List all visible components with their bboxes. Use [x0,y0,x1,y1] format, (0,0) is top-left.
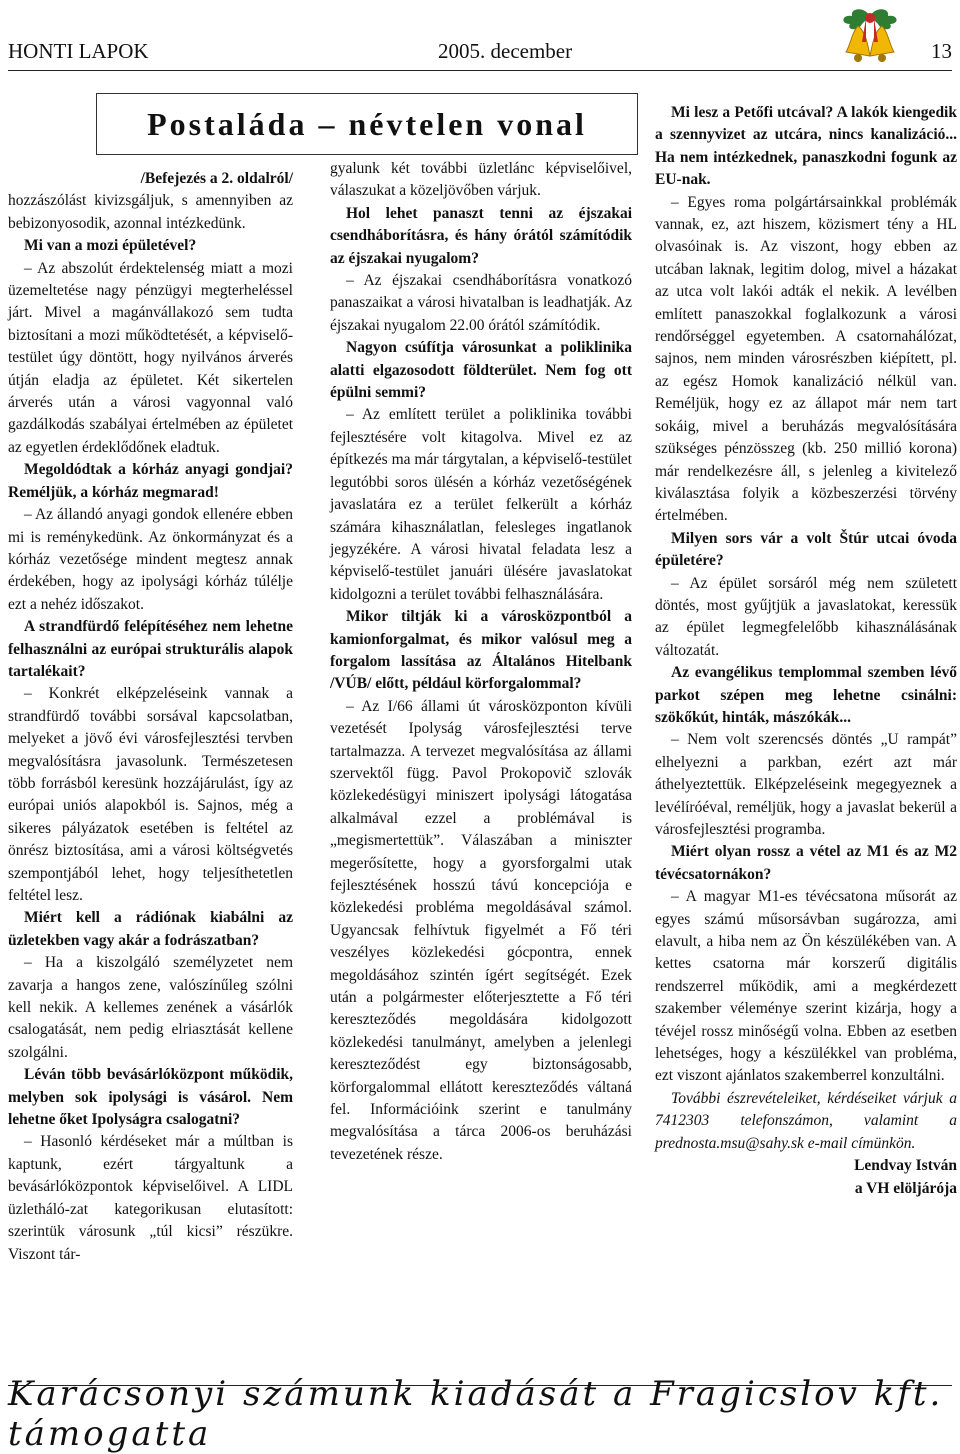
question-paragraph: A strandfürdő felépítéséhez nem lehetne felhasználni az európai strukturális alapok tartalékait? [8,618,293,680]
signature-line: Lendvay István [854,1157,957,1175]
answer-paragraph: – Az éjszakai csendháborításra vonatkozó panaszaikat a városi hivatalban is leadhatják. Az éjszakai nyugalom 22.00 órától számítódik. [330,272,632,334]
answer-paragraph: – Konkrét elképzeléseink vannak a strandfürdő további sorsával kapcsolatban, melyeket a jövő évi városfejlesztési tervben megvalósításra javasolunk. Természetesen több forrásból keresünk hozzájárulást, így az európai uniós alapokból is. Sajnos, még a sikeres pályázatok esetében is feltétel az önrész biztosítása, ami a városi költségvetés szempontjából lehet, hogy teljesíthetetlen feltétel lesz. [8,685,293,904]
signature-line: /Befejezés a 2. oldalról/ [140,170,293,187]
page-number: 13 [931,39,952,63]
sponsor-banner: Karácsonyi számunk kiadását a Fragicslov kft. támogatta [8,1374,944,1454]
column-1 [8,168,293,1266]
question-paragraph: Miért olyan rossz a vétel az M1 és az M2 tévécsatornákon? [655,843,957,883]
answer-paragraph: További észrevételeiket, kérdéseiket várjuk a 7412303 telefonszámon, valamint a prednosta.msu@sahy.sk e-mail címünkön. [655,1089,957,1152]
question-paragraph: Nagyon csúfítja városunkat a poliklinika alatti elgazosodott földterület. Nem fog ott épülni semmi? [330,339,632,402]
page-footer [8,1374,952,1454]
question-paragraph: Mi lesz a Petőfi utcával? A lakók kiengedik a szennyvizet az utcára, nincs kanalizáció... Ha nem intézkednek, panaszkodni fogunk az EU-nak. [655,104,957,189]
answer-paragraph: – Egyes roma polgártársainkkal problémák vannak, ez, azt hiszem, közismert tény a HL olvasóinak is. Az viszont, hogy ebben az utcában laknak, legitim dolog, mivel a házakat az utca volt lakói adták el nekik. A levélben említett panaszokkal foglalkozunk a városi rendőrséggel egyetemben. A csatornahálózat, sajnos, nem minden városrészben kiépített, pl. az egész Homok kanalizáció nélkül van. Reméljük, hogy ez az állapot már nem tart sokáig, mivel a beruházás megvalósítására szükséges pénzösszeg (kb. 250 millió korona) már rendelkezésre áll, s jelenleg a kivitelező kiválasztása folyik a közbeszerzési törvény értelmében. [655,193,957,525]
issue-date: 2005. december [438,39,573,63]
answer-paragraph: – Nem volt szerencsés döntés „U rampát” elhelyezni a parkban, ezért azt már áthelyeztettük. Elképzeléseink megegyeznek a levélíróéval, reméljük, hogy a javaslat bekerül a városfejlesztési programba. [655,731,957,838]
question-paragraph: Léván több bevásárlóközpont működik, melyben sok ipolysági is vásárol. Nem lehetne őket Ipolyságra csalogatni? [8,1066,293,1129]
answer-paragraph: – Az említett terület a poliklinika további fejlesztésére volt kitagolva. Mivel ez az építkezés ma már tárgytalan, a képviselő-testület legutóbbi soros ülésén a kórház vezetőségének javaslatára ez a terület felkerült a kórház számára kihasználatlan, felesleges ingatlanok jegyzékére. A városi hivatal feladata lesz a képviselő-testület januári ülésére javaslatokat kidolgozni a terület további felhasználására. [330,406,632,603]
question-paragraph: Megoldódtak a kórház anyagi gondjai? Reméljük, a kórház megmarad! [8,461,293,501]
article-title: Postaláda – névtelen vonal [147,105,587,142]
answer-paragraph: – Az I/66 állami út városközponton kívüli vezetését Ipolyság városfejlesztési terve tartalmazza. A tervezet megvalósítása az állami szervektől függ. Pavol Prokopovič szlovák közlekedésügyi miniszert ipolysági látogatása alkalmával ezzel a problémával is „megismertettük”. Válaszában a miniszter megerősítette, hogy a gyorsforgalmi utak fejlesztésének hosszú távú koncepciója e közlekedési probléma megoldásával számol. Ugyancsak felhívtuk figyelmét a Fő téri veszélyes közlekedési gócpontra, ennek megoldásához szintén ígért segítségét. Ezek után a polgármester előterjesztette a Fő téri kereszteződés megoldására kidolgozott közlekedési tanulmányt, amelyben a jelenlegi kereszteződést egy biztonságosabb, körforgalommal ellátott kereszteződés váltaná fel. Információink szerint e tanulmány megvalósítása a tárca 2006-os beruházási tevezetének része. [330,697,632,1163]
question-paragraph: Mi van a mozi épületével? [24,237,197,255]
question-paragraph: Hol lehet panaszt tenni az éjszakai csendháborításra, és hány órától számítódik az éjszakai nyugalom? [330,204,632,267]
question-paragraph: Miért kell a rádiónak kiabálni az üzletekben vagy akár a fodrászatban? [8,909,293,949]
answer-paragraph: – Az állandó anyagi gondok ellenére ebben mi is reménykedünk. Az önkormányzat és a kórház vezetősége mindent megtesz annak érdekében, hogy az ipolysági kórház túlélje ezt a nehéz időszakot. [8,506,293,613]
answer-paragraph: – Ha a kiszolgáló személyzetet nem zavarja a hangos zene, valószínűleg szólni kell nekik. A kellemes zenének a vásárlók csalogatását, nem pedig elriasztását kellene szolgálni. [8,954,293,1061]
article-title-box [96,93,638,155]
answer-paragraph: hozzászólást kivizsgáljuk, s amennyiben az bebizonyosodik, azonnal intézkedünk. [8,192,293,232]
answer-paragraph: – Az épület sorsáról még nem született döntés, most gyűjtjük a javaslatokat, keressük az épület legmegfelelőbb kihasználásának változatát. [655,574,957,659]
column-3 [655,102,957,1200]
publication-name: HONTI LAPOK [8,39,149,63]
christmas-bells-icon [836,2,904,70]
answer-paragraph: gyalunk két további üzletlánc képviselőivel, válaszukat a közeljövőben várjuk. [330,160,632,200]
question-paragraph: Az evangélikus templommal szemben lévő parkot szépen meg lehetne csinálni: szökőkút, hinták, mászókák... [655,664,957,726]
question-paragraph: Mikor tiltják ki a városközpontból a kamionforgalmat, és mikor valósul meg a forgalom lassítása az Általános Hitelbank /VÚB/ előtt, például körforgalommal? [330,608,632,693]
answer-paragraph: – Az abszolút érdektelenség miatt a mozi üzemeltetése nagy pénzügyi megterheléssel járt. Mivel a magánvállakozó sem tudta biztosítani a mozi működtetését, a képviselő-testület úgy döntött, hogy nyilvános árverés útján eladja az épületet. Két sikertelen árverés után a városi vagyonnal való gazdálkodás szabályai értelmében az épületet az egyetlen érdeklődőnek eladtuk. [8,259,293,456]
question-paragraph: Milyen sors vár a volt Štúr utcai óvoda épületére? [655,529,957,570]
signature-line: a VH elöljárója [854,1179,957,1197]
answer-paragraph: – Hasonló kérdéseket már a múltban is kaptunk, ezért tárgyaltunk a bevásárlóközpontok képviselőivel. A LIDL üzletháló-zat kategorikusan elutasított: szerintük városunk „túl kicsi” részükre. Viszont tár- [8,1133,293,1263]
column-2 [330,158,632,1166]
answer-paragraph: – A magyar M1-es tévécsatona műsorát az egyes számú műsorsávban sugározza, ami elavult, a hiba nem az Ön készülékében van. A kettes csatorna már korszerű digitális rendszerrel működik, ami a megkérdezett szakember véleménye szerint kizárja, hogy a tévéjel rossz minőségű volna. Ebben az esetben lehetséges, hogy a készülékkel van probléma, ezt viszont ajánlatos szakemberrel konzultálni. [655,888,957,1085]
page-header [8,26,952,71]
